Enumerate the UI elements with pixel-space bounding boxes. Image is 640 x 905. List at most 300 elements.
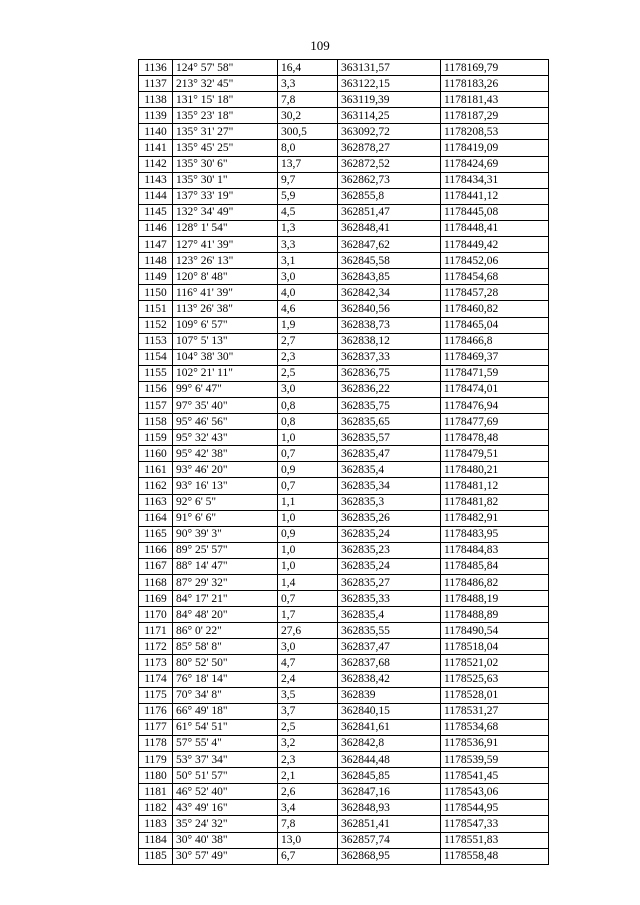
bearing-cell: 124° 57' 58" bbox=[173, 60, 278, 76]
distance-cell: 1,7 bbox=[278, 607, 338, 623]
bearing-cell: 95° 42' 38" bbox=[173, 446, 278, 462]
point-number-cell: 1184 bbox=[139, 832, 173, 848]
point-number-cell: 1142 bbox=[139, 156, 173, 172]
point-number-cell: 1148 bbox=[139, 253, 173, 269]
point-number-cell: 1149 bbox=[139, 269, 173, 285]
bearing-cell: 30° 57' 49" bbox=[173, 848, 278, 864]
point-number-cell: 1180 bbox=[139, 768, 173, 784]
table-row bbox=[139, 381, 549, 397]
y-coordinate-cell: 1178484,83 bbox=[441, 542, 549, 558]
y-coordinate-cell: 1178483,95 bbox=[441, 526, 549, 542]
x-coordinate-cell: 362845,85 bbox=[338, 768, 441, 784]
table-body bbox=[139, 60, 549, 865]
distance-cell: 2,6 bbox=[278, 784, 338, 800]
y-coordinate-cell: 1178181,43 bbox=[441, 92, 549, 108]
x-coordinate-cell: 362835,24 bbox=[338, 526, 441, 542]
bearing-cell: 76° 18' 14" bbox=[173, 671, 278, 687]
table-row bbox=[139, 285, 549, 301]
distance-cell: 3,0 bbox=[278, 269, 338, 285]
bearing-cell: 131° 15' 18" bbox=[173, 92, 278, 108]
distance-cell: 5,9 bbox=[278, 188, 338, 204]
bearing-cell: 137° 33' 19" bbox=[173, 188, 278, 204]
table-row bbox=[139, 768, 549, 784]
y-coordinate-cell: 1178541,45 bbox=[441, 768, 549, 784]
bearing-cell: 70° 34' 8" bbox=[173, 687, 278, 703]
table-row bbox=[139, 526, 549, 542]
distance-cell: 13,7 bbox=[278, 156, 338, 172]
x-coordinate-cell: 362842,34 bbox=[338, 285, 441, 301]
x-coordinate-cell: 362851,41 bbox=[338, 816, 441, 832]
table-row bbox=[139, 575, 549, 591]
x-coordinate-cell: 362835,24 bbox=[338, 558, 441, 574]
bearing-cell: 92° 6' 5" bbox=[173, 494, 278, 510]
point-number-cell: 1182 bbox=[139, 800, 173, 816]
y-coordinate-cell: 1178187,29 bbox=[441, 108, 549, 124]
point-number-cell: 1164 bbox=[139, 510, 173, 526]
table-row bbox=[139, 591, 549, 607]
bearing-cell: 104° 38' 30" bbox=[173, 349, 278, 365]
table-row bbox=[139, 156, 549, 172]
bearing-cell: 132° 34' 49" bbox=[173, 204, 278, 220]
y-coordinate-cell: 1178478,48 bbox=[441, 430, 549, 446]
x-coordinate-cell: 362878,27 bbox=[338, 140, 441, 156]
y-coordinate-cell: 1178183,26 bbox=[441, 76, 549, 92]
point-number-cell: 1163 bbox=[139, 494, 173, 510]
distance-cell: 3,0 bbox=[278, 381, 338, 397]
table-row bbox=[139, 655, 549, 671]
point-number-cell: 1160 bbox=[139, 446, 173, 462]
distance-cell: 4,7 bbox=[278, 655, 338, 671]
y-coordinate-cell: 1178481,82 bbox=[441, 494, 549, 510]
distance-cell: 3,2 bbox=[278, 735, 338, 751]
point-number-cell: 1156 bbox=[139, 381, 173, 397]
point-number-cell: 1178 bbox=[139, 735, 173, 751]
x-coordinate-cell: 362845,58 bbox=[338, 253, 441, 269]
y-coordinate-cell: 1178518,04 bbox=[441, 639, 549, 655]
table-row bbox=[139, 542, 549, 558]
table-row bbox=[139, 494, 549, 510]
table-row bbox=[139, 784, 549, 800]
point-number-cell: 1150 bbox=[139, 285, 173, 301]
x-coordinate-cell: 362835,75 bbox=[338, 397, 441, 413]
bearing-cell: 85° 58' 8" bbox=[173, 639, 278, 655]
bearing-cell: 30° 40' 38" bbox=[173, 832, 278, 848]
distance-cell: 0,7 bbox=[278, 446, 338, 462]
point-number-cell: 1171 bbox=[139, 623, 173, 639]
bearing-cell: 97° 35' 40" bbox=[173, 397, 278, 413]
x-coordinate-cell: 363114,25 bbox=[338, 108, 441, 124]
y-coordinate-cell: 1178449,42 bbox=[441, 237, 549, 253]
table-row bbox=[139, 204, 549, 220]
distance-cell: 13,0 bbox=[278, 832, 338, 848]
bearing-cell: 50° 51' 57" bbox=[173, 768, 278, 784]
table-row bbox=[139, 816, 549, 832]
distance-cell: 3,4 bbox=[278, 800, 338, 816]
distance-cell: 6,7 bbox=[278, 848, 338, 864]
distance-cell: 3,3 bbox=[278, 237, 338, 253]
x-coordinate-cell: 362868,95 bbox=[338, 848, 441, 864]
bearing-cell: 66° 49' 18" bbox=[173, 703, 278, 719]
point-number-cell: 1173 bbox=[139, 655, 173, 671]
x-coordinate-cell: 362847,16 bbox=[338, 784, 441, 800]
distance-cell: 1,9 bbox=[278, 317, 338, 333]
y-coordinate-cell: 1178445,08 bbox=[441, 204, 549, 220]
point-number-cell: 1167 bbox=[139, 558, 173, 574]
point-number-cell: 1137 bbox=[139, 76, 173, 92]
y-coordinate-cell: 1178471,59 bbox=[441, 365, 549, 381]
x-coordinate-cell: 362835,34 bbox=[338, 478, 441, 494]
table-row bbox=[139, 140, 549, 156]
point-number-cell: 1157 bbox=[139, 397, 173, 413]
x-coordinate-cell: 362862,73 bbox=[338, 172, 441, 188]
distance-cell: 300,5 bbox=[278, 124, 338, 140]
point-number-cell: 1179 bbox=[139, 752, 173, 768]
distance-cell: 1,0 bbox=[278, 510, 338, 526]
y-coordinate-cell: 1178485,84 bbox=[441, 558, 549, 574]
bearing-cell: 93° 16' 13" bbox=[173, 478, 278, 494]
point-number-cell: 1175 bbox=[139, 687, 173, 703]
y-coordinate-cell: 1178486,82 bbox=[441, 575, 549, 591]
bearing-cell: 35° 24' 32" bbox=[173, 816, 278, 832]
bearing-cell: 61° 54' 51" bbox=[173, 719, 278, 735]
table-row bbox=[139, 124, 549, 140]
x-coordinate-cell: 362844,48 bbox=[338, 752, 441, 768]
distance-cell: 4,6 bbox=[278, 301, 338, 317]
table-row bbox=[139, 397, 549, 413]
x-coordinate-cell: 363119,39 bbox=[338, 92, 441, 108]
distance-cell: 0,9 bbox=[278, 462, 338, 478]
bearing-cell: 109° 6' 57" bbox=[173, 317, 278, 333]
distance-cell: 4,0 bbox=[278, 285, 338, 301]
point-number-cell: 1166 bbox=[139, 542, 173, 558]
bearing-cell: 86° 0' 22" bbox=[173, 623, 278, 639]
distance-cell: 1,0 bbox=[278, 558, 338, 574]
x-coordinate-cell: 362840,15 bbox=[338, 703, 441, 719]
y-coordinate-cell: 1178543,06 bbox=[441, 784, 549, 800]
x-coordinate-cell: 363092,72 bbox=[338, 124, 441, 140]
x-coordinate-cell: 362835,27 bbox=[338, 575, 441, 591]
y-coordinate-cell: 1178525,63 bbox=[441, 671, 549, 687]
table-row bbox=[139, 349, 549, 365]
y-coordinate-cell: 1178531,27 bbox=[441, 703, 549, 719]
point-number-cell: 1172 bbox=[139, 639, 173, 655]
page-number: 109 bbox=[310, 38, 330, 53]
x-coordinate-cell: 363122,15 bbox=[338, 76, 441, 92]
point-number-cell: 1147 bbox=[139, 237, 173, 253]
x-coordinate-cell: 362835,55 bbox=[338, 623, 441, 639]
x-coordinate-cell: 362847,62 bbox=[338, 237, 441, 253]
point-number-cell: 1181 bbox=[139, 784, 173, 800]
bearing-cell: 113° 26' 38" bbox=[173, 301, 278, 317]
x-coordinate-cell: 362872,52 bbox=[338, 156, 441, 172]
y-coordinate-cell: 1178547,33 bbox=[441, 816, 549, 832]
y-coordinate-cell: 1178544,95 bbox=[441, 800, 549, 816]
x-coordinate-cell: 362835,57 bbox=[338, 430, 441, 446]
point-number-cell: 1174 bbox=[139, 671, 173, 687]
table-row bbox=[139, 365, 549, 381]
y-coordinate-cell: 1178528,01 bbox=[441, 687, 549, 703]
y-coordinate-cell: 1178474,01 bbox=[441, 381, 549, 397]
y-coordinate-cell: 1178465,04 bbox=[441, 317, 549, 333]
x-coordinate-cell: 362848,93 bbox=[338, 800, 441, 816]
table-row bbox=[139, 478, 549, 494]
point-number-cell: 1185 bbox=[139, 848, 173, 864]
distance-cell: 16,4 bbox=[278, 60, 338, 76]
bearing-cell: 135° 30' 6" bbox=[173, 156, 278, 172]
bearing-cell: 123° 26' 13" bbox=[173, 253, 278, 269]
y-coordinate-cell: 1178534,68 bbox=[441, 719, 549, 735]
bearing-cell: 102° 21' 11" bbox=[173, 365, 278, 381]
table-row bbox=[139, 735, 549, 751]
point-number-cell: 1144 bbox=[139, 188, 173, 204]
table-row bbox=[139, 414, 549, 430]
point-number-cell: 1158 bbox=[139, 414, 173, 430]
point-number-cell: 1145 bbox=[139, 204, 173, 220]
table-row bbox=[139, 60, 549, 76]
y-coordinate-cell: 1178469,37 bbox=[441, 349, 549, 365]
bearing-cell: 213° 32' 45" bbox=[173, 76, 278, 92]
point-number-cell: 1177 bbox=[139, 719, 173, 735]
table-row bbox=[139, 623, 549, 639]
table-row bbox=[139, 462, 549, 478]
point-number-cell: 1165 bbox=[139, 526, 173, 542]
y-coordinate-cell: 1178481,12 bbox=[441, 478, 549, 494]
point-number-cell: 1176 bbox=[139, 703, 173, 719]
y-coordinate-cell: 1178419,09 bbox=[441, 140, 549, 156]
point-number-cell: 1140 bbox=[139, 124, 173, 140]
distance-cell: 4,5 bbox=[278, 204, 338, 220]
bearing-cell: 127° 41' 39" bbox=[173, 237, 278, 253]
x-coordinate-cell: 362835,65 bbox=[338, 414, 441, 430]
y-coordinate-cell: 1178448,41 bbox=[441, 220, 549, 236]
point-number-cell: 1161 bbox=[139, 462, 173, 478]
point-number-cell: 1162 bbox=[139, 478, 173, 494]
distance-cell: 1,1 bbox=[278, 494, 338, 510]
table-row bbox=[139, 237, 549, 253]
table-row bbox=[139, 607, 549, 623]
x-coordinate-cell: 362835,4 bbox=[338, 607, 441, 623]
x-coordinate-cell: 362837,47 bbox=[338, 639, 441, 655]
y-coordinate-cell: 1178434,31 bbox=[441, 172, 549, 188]
table-row bbox=[139, 76, 549, 92]
distance-cell: 1,0 bbox=[278, 542, 338, 558]
table-row bbox=[139, 430, 549, 446]
y-coordinate-cell: 1178480,21 bbox=[441, 462, 549, 478]
coordinates-table bbox=[138, 59, 549, 865]
distance-cell: 1,0 bbox=[278, 430, 338, 446]
distance-cell: 3,5 bbox=[278, 687, 338, 703]
bearing-cell: 90° 39' 3" bbox=[173, 526, 278, 542]
distance-cell: 2,7 bbox=[278, 333, 338, 349]
distance-cell: 7,8 bbox=[278, 92, 338, 108]
x-coordinate-cell: 362839 bbox=[338, 687, 441, 703]
point-number-cell: 1151 bbox=[139, 301, 173, 317]
bearing-cell: 116° 41' 39" bbox=[173, 285, 278, 301]
y-coordinate-cell: 1178452,06 bbox=[441, 253, 549, 269]
bearing-cell: 80° 52' 50" bbox=[173, 655, 278, 671]
table-row bbox=[139, 752, 549, 768]
point-number-cell: 1155 bbox=[139, 365, 173, 381]
point-number-cell: 1170 bbox=[139, 607, 173, 623]
distance-cell: 1,3 bbox=[278, 220, 338, 236]
distance-cell: 0,9 bbox=[278, 526, 338, 542]
y-coordinate-cell: 1178457,28 bbox=[441, 285, 549, 301]
bearing-cell: 88° 14' 47" bbox=[173, 558, 278, 574]
table-row bbox=[139, 558, 549, 574]
distance-cell: 1,4 bbox=[278, 575, 338, 591]
table-row bbox=[139, 253, 549, 269]
distance-cell: 0,8 bbox=[278, 414, 338, 430]
y-coordinate-cell: 1178488,19 bbox=[441, 591, 549, 607]
y-coordinate-cell: 1178208,53 bbox=[441, 124, 549, 140]
bearing-cell: 87° 29' 32" bbox=[173, 575, 278, 591]
table-row bbox=[139, 220, 549, 236]
distance-cell: 0,7 bbox=[278, 478, 338, 494]
distance-cell: 3,7 bbox=[278, 703, 338, 719]
x-coordinate-cell: 362835,33 bbox=[338, 591, 441, 607]
point-number-cell: 1183 bbox=[139, 816, 173, 832]
bearing-cell: 46° 52' 40" bbox=[173, 784, 278, 800]
point-number-cell: 1168 bbox=[139, 575, 173, 591]
table-row bbox=[139, 510, 549, 526]
table-row bbox=[139, 92, 549, 108]
point-number-cell: 1138 bbox=[139, 92, 173, 108]
point-number-cell: 1153 bbox=[139, 333, 173, 349]
distance-cell: 2,1 bbox=[278, 768, 338, 784]
table-row bbox=[139, 832, 549, 848]
bearing-cell: 135° 45' 25" bbox=[173, 140, 278, 156]
table-row bbox=[139, 333, 549, 349]
x-coordinate-cell: 362843,85 bbox=[338, 269, 441, 285]
table-row bbox=[139, 639, 549, 655]
x-coordinate-cell: 362838,73 bbox=[338, 317, 441, 333]
x-coordinate-cell: 362840,56 bbox=[338, 301, 441, 317]
distance-cell: 2,4 bbox=[278, 671, 338, 687]
y-coordinate-cell: 1178536,91 bbox=[441, 735, 549, 751]
point-number-cell: 1154 bbox=[139, 349, 173, 365]
y-coordinate-cell: 1178441,12 bbox=[441, 188, 549, 204]
y-coordinate-cell: 1178479,51 bbox=[441, 446, 549, 462]
distance-cell: 3,1 bbox=[278, 253, 338, 269]
x-coordinate-cell: 362838,12 bbox=[338, 333, 441, 349]
y-coordinate-cell: 1178460,82 bbox=[441, 301, 549, 317]
x-coordinate-cell: 363131,57 bbox=[338, 60, 441, 76]
bearing-cell: 43° 49' 16" bbox=[173, 800, 278, 816]
table-row bbox=[139, 446, 549, 462]
y-coordinate-cell: 1178551,83 bbox=[441, 832, 549, 848]
x-coordinate-cell: 362842,8 bbox=[338, 735, 441, 751]
y-coordinate-cell: 1178490,54 bbox=[441, 623, 549, 639]
y-coordinate-cell: 1178477,69 bbox=[441, 414, 549, 430]
bearing-cell: 95° 32' 43" bbox=[173, 430, 278, 446]
distance-cell: 7,8 bbox=[278, 816, 338, 832]
x-coordinate-cell: 362841,61 bbox=[338, 719, 441, 735]
bearing-cell: 135° 23' 18" bbox=[173, 108, 278, 124]
table-row bbox=[139, 687, 549, 703]
y-coordinate-cell: 1178169,79 bbox=[441, 60, 549, 76]
y-coordinate-cell: 1178482,91 bbox=[441, 510, 549, 526]
x-coordinate-cell: 362836,22 bbox=[338, 381, 441, 397]
bearing-cell: 84° 17' 21" bbox=[173, 591, 278, 607]
x-coordinate-cell: 362835,23 bbox=[338, 542, 441, 558]
x-coordinate-cell: 362855,8 bbox=[338, 188, 441, 204]
bearing-cell: 135° 30' 1" bbox=[173, 172, 278, 188]
table-row bbox=[139, 671, 549, 687]
table-row bbox=[139, 269, 549, 285]
bearing-cell: 53° 37' 34" bbox=[173, 752, 278, 768]
x-coordinate-cell: 362835,3 bbox=[338, 494, 441, 510]
distance-cell: 2,5 bbox=[278, 365, 338, 381]
bearing-cell: 91° 6' 6" bbox=[173, 510, 278, 526]
table-row bbox=[139, 108, 549, 124]
bearing-cell: 93° 46' 20" bbox=[173, 462, 278, 478]
y-coordinate-cell: 1178539,59 bbox=[441, 752, 549, 768]
bearing-cell: 95° 46' 56" bbox=[173, 414, 278, 430]
point-number-cell: 1152 bbox=[139, 317, 173, 333]
bearing-cell: 57° 55' 4" bbox=[173, 735, 278, 751]
bearing-cell: 89° 25' 57" bbox=[173, 542, 278, 558]
y-coordinate-cell: 1178476,94 bbox=[441, 397, 549, 413]
point-number-cell: 1136 bbox=[139, 60, 173, 76]
y-coordinate-cell: 1178454,68 bbox=[441, 269, 549, 285]
table-row bbox=[139, 703, 549, 719]
y-coordinate-cell: 1178466,8 bbox=[441, 333, 549, 349]
x-coordinate-cell: 362835,26 bbox=[338, 510, 441, 526]
x-coordinate-cell: 362838,42 bbox=[338, 671, 441, 687]
distance-cell: 2,5 bbox=[278, 719, 338, 735]
x-coordinate-cell: 362848,41 bbox=[338, 220, 441, 236]
x-coordinate-cell: 362836,75 bbox=[338, 365, 441, 381]
table-row bbox=[139, 317, 549, 333]
table-row bbox=[139, 188, 549, 204]
distance-cell: 8,0 bbox=[278, 140, 338, 156]
x-coordinate-cell: 362835,4 bbox=[338, 462, 441, 478]
point-number-cell: 1141 bbox=[139, 140, 173, 156]
x-coordinate-cell: 362857,74 bbox=[338, 832, 441, 848]
x-coordinate-cell: 362837,68 bbox=[338, 655, 441, 671]
distance-cell: 0,8 bbox=[278, 397, 338, 413]
bearing-cell: 120° 8' 48" bbox=[173, 269, 278, 285]
table-row bbox=[139, 800, 549, 816]
bearing-cell: 84° 48' 20" bbox=[173, 607, 278, 623]
bearing-cell: 128° 1' 54" bbox=[173, 220, 278, 236]
y-coordinate-cell: 1178488,89 bbox=[441, 607, 549, 623]
distance-cell: 2,3 bbox=[278, 752, 338, 768]
table-row bbox=[139, 719, 549, 735]
table-row bbox=[139, 301, 549, 317]
bearing-cell: 135° 31' 27" bbox=[173, 124, 278, 140]
y-coordinate-cell: 1178521,02 bbox=[441, 655, 549, 671]
distance-cell: 0,7 bbox=[278, 591, 338, 607]
point-number-cell: 1143 bbox=[139, 172, 173, 188]
distance-cell: 9,7 bbox=[278, 172, 338, 188]
y-coordinate-cell: 1178424,69 bbox=[441, 156, 549, 172]
x-coordinate-cell: 362835,47 bbox=[338, 446, 441, 462]
distance-cell: 2,3 bbox=[278, 349, 338, 365]
point-number-cell: 1169 bbox=[139, 591, 173, 607]
point-number-cell: 1139 bbox=[139, 108, 173, 124]
point-number-cell: 1159 bbox=[139, 430, 173, 446]
x-coordinate-cell: 362837,33 bbox=[338, 349, 441, 365]
x-coordinate-cell: 362851,47 bbox=[338, 204, 441, 220]
table-row bbox=[139, 172, 549, 188]
distance-cell: 27,6 bbox=[278, 623, 338, 639]
table-row bbox=[139, 848, 549, 864]
y-coordinate-cell: 1178558,48 bbox=[441, 848, 549, 864]
distance-cell: 3,0 bbox=[278, 639, 338, 655]
bearing-cell: 107° 5' 13" bbox=[173, 333, 278, 349]
bearing-cell: 99° 6' 47" bbox=[173, 381, 278, 397]
